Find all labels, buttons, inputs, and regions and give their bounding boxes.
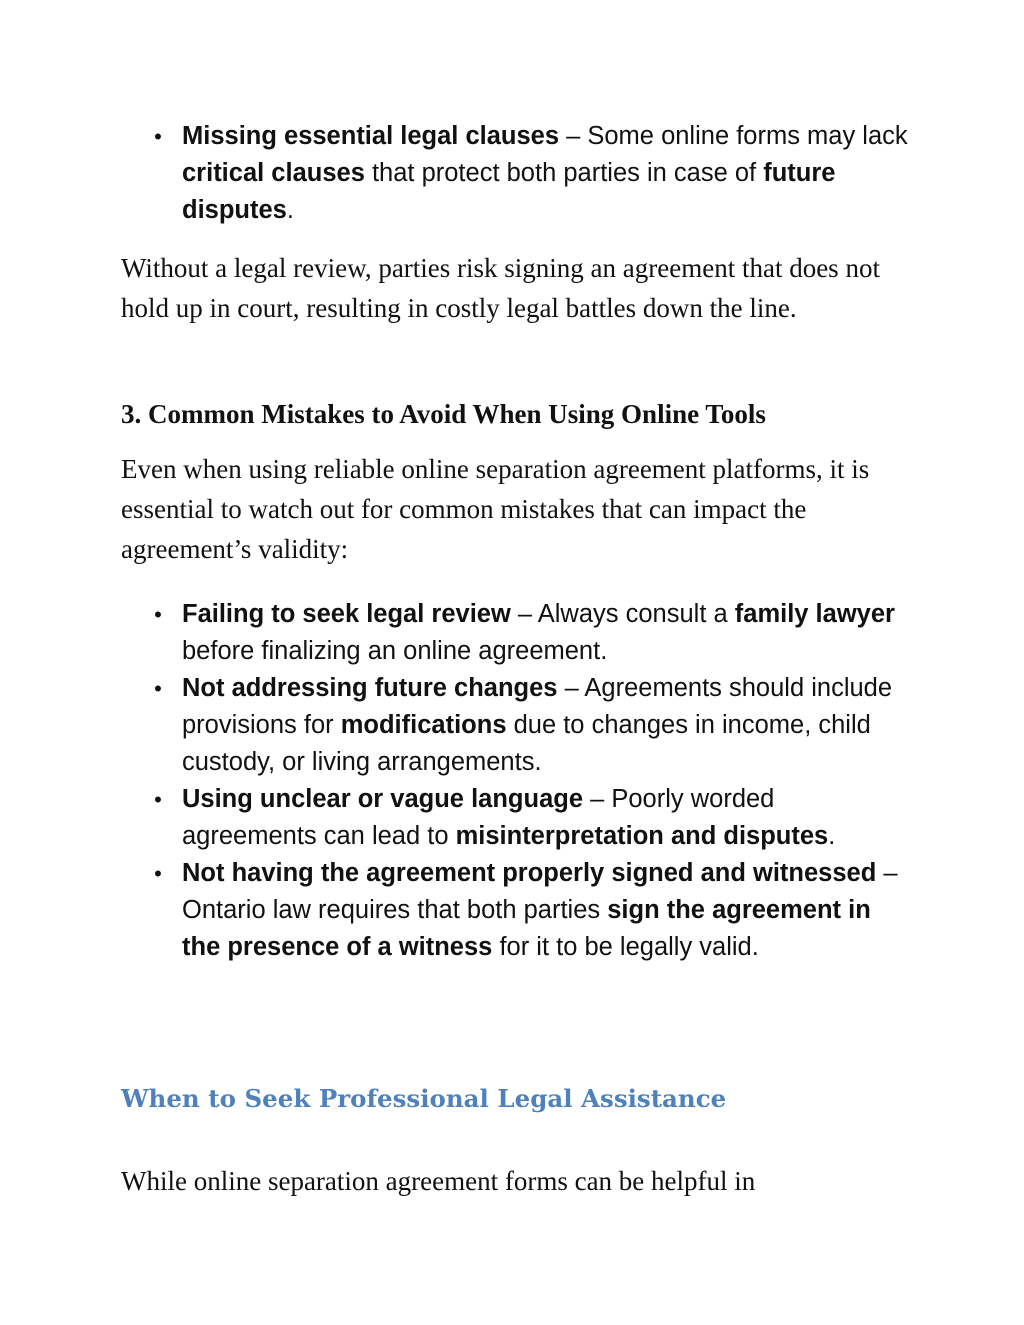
bullet-bold-segment: sign the agreement in the presence of a witness	[182, 896, 871, 961]
bullet-text	[182, 785, 835, 850]
paragraph-common-mistakes: Even when using reliable online separation agreement platforms, it is essential to watch out for common mistakes that can impact the agreement’s validity:	[121, 454, 870, 564]
bullet-text-segment: .	[286, 196, 294, 224]
bullet-text-segment: that protect both parties in case of	[364, 159, 764, 187]
bullet-item	[150, 118, 910, 229]
mistakes-bullet-list	[150, 596, 910, 966]
bullet-text-segment: – Ontario law requires that both parties	[182, 859, 898, 924]
bullet-dot-icon: •	[154, 676, 162, 701]
bullet-bold-segment: critical clauses	[182, 159, 365, 187]
bullet-bold-segment: Not having the agreement properly signed and witnessed	[182, 859, 877, 887]
bullet-item	[150, 596, 910, 670]
bullet-text	[182, 674, 892, 776]
bullet-bold-segment: modifications	[340, 711, 507, 739]
bullet-bold-segment: Using unclear or vague language	[182, 785, 584, 813]
bullet-dot-icon: •	[154, 861, 162, 886]
bullet-bold-segment: future disputes	[182, 159, 836, 224]
bullet-text	[182, 600, 895, 665]
bullet-item	[150, 855, 910, 966]
heading-common-mistakes: 3. Common Mistakes to Avoid When Using Online Tools	[121, 399, 766, 429]
bullet-bold-segment: family lawyer	[734, 600, 895, 628]
paragraph-professional-assistance: While online separation agreement forms can be helpful in	[121, 1166, 756, 1196]
bullet-text-segment: for it to be legally valid.	[492, 933, 759, 961]
bullet-bold-segment: Missing essential legal clauses	[182, 122, 560, 150]
bullet-text	[182, 859, 898, 961]
bullet-dot-icon: •	[154, 602, 162, 627]
bullet-text	[182, 122, 908, 224]
bullet-bold-segment: Failing to seek legal review	[182, 600, 511, 628]
bullet-text-segment: – Always consult a	[510, 600, 735, 628]
heading-professional-assistance: When to Seek Professional Legal Assistance	[121, 1084, 727, 1113]
bullet-item	[150, 781, 910, 855]
bullet-text-segment: due to changes in income, child custody, or living arrangements.	[182, 711, 871, 776]
bullet-text-segment: – Some online forms may lack	[559, 122, 908, 150]
bullet-text-segment: – Agreements should include provisions for	[182, 674, 893, 739]
bullet-dot-icon: •	[154, 124, 162, 149]
bullet-item	[150, 670, 910, 781]
bullet-text-segment: .	[828, 822, 836, 850]
bullet-text-segment: – Poorly worded agreements can lead to	[182, 785, 775, 850]
bullet-bold-segment: Not addressing future changes	[182, 674, 558, 702]
bullet-bold-segment: misinterpretation and disputes	[455, 822, 829, 850]
bullet-dot-icon: •	[154, 787, 162, 812]
top-bullet-list	[150, 118, 910, 229]
paragraph-legal-review: Without a legal review, parties risk signing an agreement that does not hold up in court, resulting in costly legal battles down the line.	[121, 253, 880, 323]
bullet-text-segment: before finalizing an online agreement.	[182, 637, 608, 665]
